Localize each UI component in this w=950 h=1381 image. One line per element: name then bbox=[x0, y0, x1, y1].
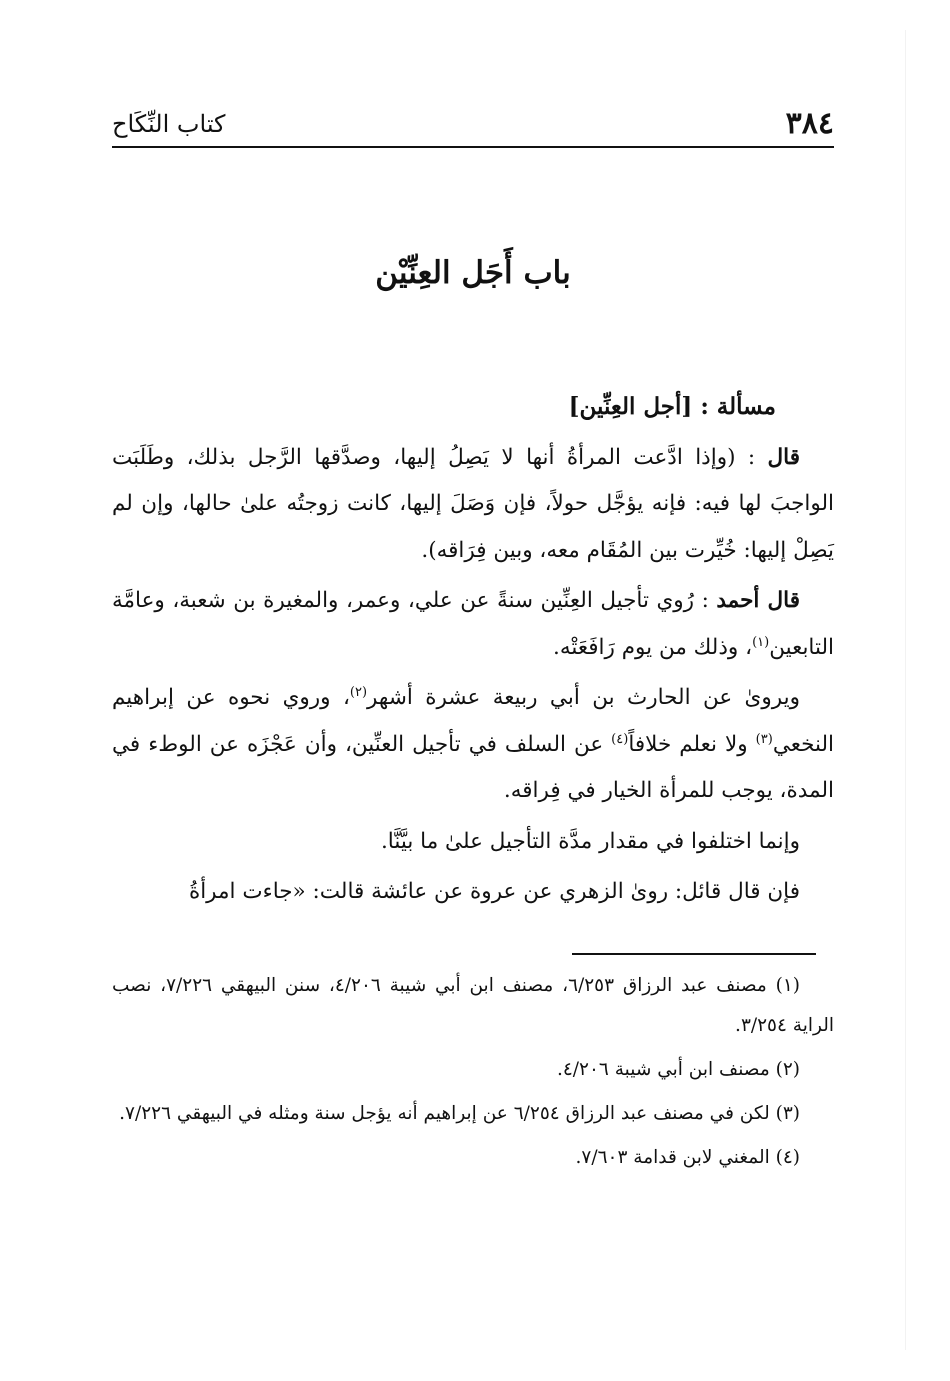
page-header bbox=[112, 100, 834, 148]
masala-heading bbox=[112, 384, 834, 431]
speaker-label: قال أحمد bbox=[716, 588, 800, 613]
paragraph-text: عن السلف في تأجيل العنِّين، وأن عَجْزَه عن الوطء في المدة، يوجب للمرأة الخيار في فِراقه. bbox=[112, 731, 834, 803]
footnote-4: (٤) المغني لابن قدامة ٧/٦٠٣. bbox=[575, 1147, 800, 1168]
paragraph-text: ، وروي نحوه عن إبراهيم النخعي bbox=[112, 685, 834, 757]
paragraph-ikhtalafu bbox=[112, 819, 834, 866]
paragraph-text: : رُوي تأجيل العِنِّين سنةً عن علي، وعمر، والمغيرة بن شعبة، وعامَّة التابعين bbox=[112, 588, 834, 660]
paragraph-text: ويروىٰ عن الحارث بن أبي ربيعة عشرة أشهر bbox=[367, 685, 800, 710]
footnote-ref-3[interactable]: (٣) bbox=[755, 731, 773, 747]
running-title: كتاب النِّكَاح bbox=[112, 110, 226, 138]
footnote-ref-4[interactable]: (٤) bbox=[611, 731, 629, 747]
paragraph-qala bbox=[112, 435, 834, 575]
page-number: ٣٨٤ bbox=[785, 106, 834, 141]
paragraph-text: وإنما اختلفوا في مقدار مدَّة التأجيل علىٰ ما بيَّنَّا. bbox=[380, 828, 800, 854]
scan-margin-line bbox=[905, 30, 906, 1350]
paragraph-text: ، وذلك من يوم رَافَعَتْه. bbox=[553, 634, 753, 660]
footnote-separator bbox=[572, 953, 816, 955]
paragraph-text: فإن قال قائل: روىٰ الزهري عن عروة عن عائشة قالت: «جاءت امرأةُ bbox=[188, 879, 800, 904]
chapter-title: باب أَجَل العِنِّيْن bbox=[375, 255, 571, 291]
footnote-1: (١) مصنف عبد الرزاق ٦/٢٥٣، مصنف ابن أبي شيبة ٤/٢٠٦، سنن البيهقي ٧/٢٢٦، نصب الراية ٣/٢٥٤. bbox=[112, 975, 834, 1036]
footnote-ref-2[interactable]: (٢) bbox=[349, 684, 368, 700]
footnote-3: (٣) لكن في مصنف عبد الرزاق ٦/٢٥٤ عن إبراهيم أنه يؤجل سنة ومثله في البيهقي ٧/٢٢٦. bbox=[119, 1103, 800, 1124]
masala-label: مسألة : bbox=[700, 393, 776, 420]
masala-title: [أجل العِنِّين] bbox=[568, 393, 693, 420]
paragraph-text: ولا نعلم خلافاً bbox=[628, 731, 756, 757]
footnotes bbox=[112, 966, 834, 1182]
paragraph-harith bbox=[112, 675, 834, 815]
paragraph-zuhri bbox=[112, 869, 834, 916]
paragraph-text: : (وإذا ادَّعت المرأةُ أنها لا يَصِلُ إليها، وصدَّقها الرَّجل بذلك، وطَلَبَت الواجبَ لها فيه: فإنه يؤجَّل حولاً، فإن وَصَلَ إليها، كانت زوجتُه علىٰ حالها، وإن لم يَصِلْ إليها: خُيِّرت بين المُقَام معه، وبين فِرَاقه). bbox=[112, 444, 834, 563]
speaker-label: قال bbox=[767, 444, 800, 470]
paragraph-ahmad bbox=[112, 578, 834, 671]
footnote-2: (٢) مصنف ابن أبي شيبة ٤/٢٠٦. bbox=[556, 1059, 800, 1080]
main-text bbox=[112, 384, 834, 916]
footnote-ref-1[interactable]: (١) bbox=[752, 634, 770, 650]
